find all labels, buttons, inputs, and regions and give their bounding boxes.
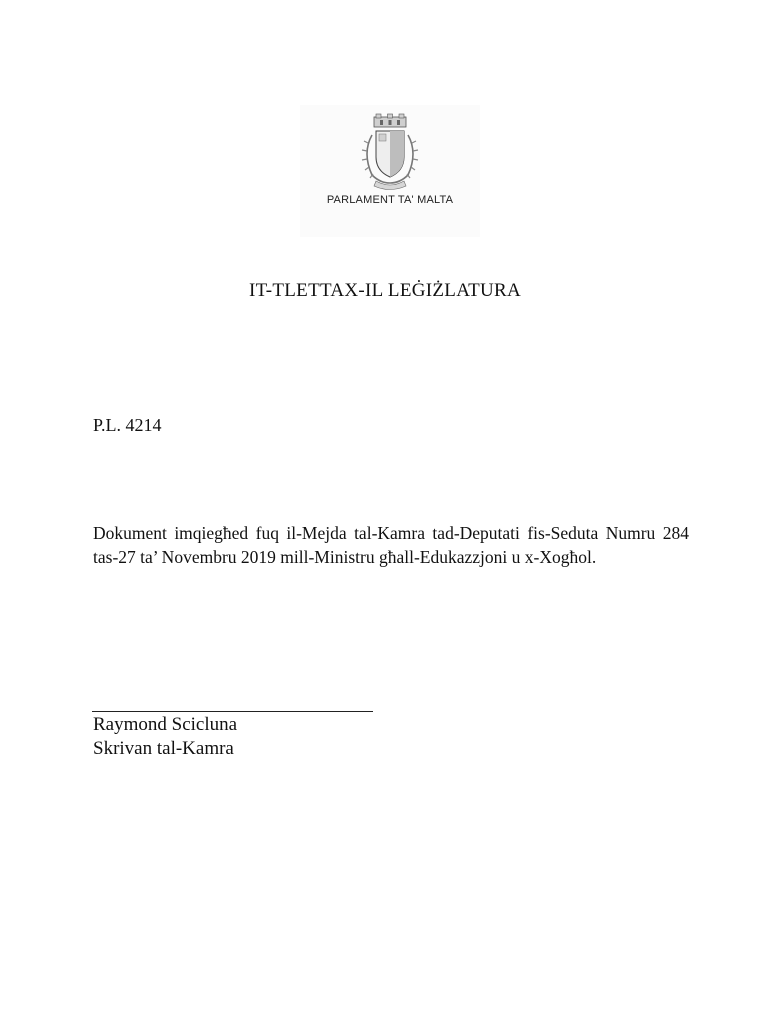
legislature-title: IT-TLETTAX-IL LEĠIŻLATURA: [248, 280, 522, 301]
malta-coat-of-arms-icon: [350, 113, 430, 193]
signatory-title: Skrivan tal-Kamra: [93, 738, 234, 759]
document-number: P.L. 4214: [93, 415, 162, 435]
logo-caption: PARLAMENT TA' MALTA: [326, 194, 454, 206]
parliament-logo: [300, 105, 480, 237]
signatory-name: Raymond Scicluna: [93, 714, 238, 735]
document-body-text: Dokument imqiegħed fuq il-Mejda tal-Kamra tad-Deputati fis-Seduta Numru 284 tas-27 ta’ Novembru 2019 mill-Ministru għall-Edukazzjoni u x-Xogħol.: [93, 523, 689, 567]
signature-line: [92, 711, 373, 712]
